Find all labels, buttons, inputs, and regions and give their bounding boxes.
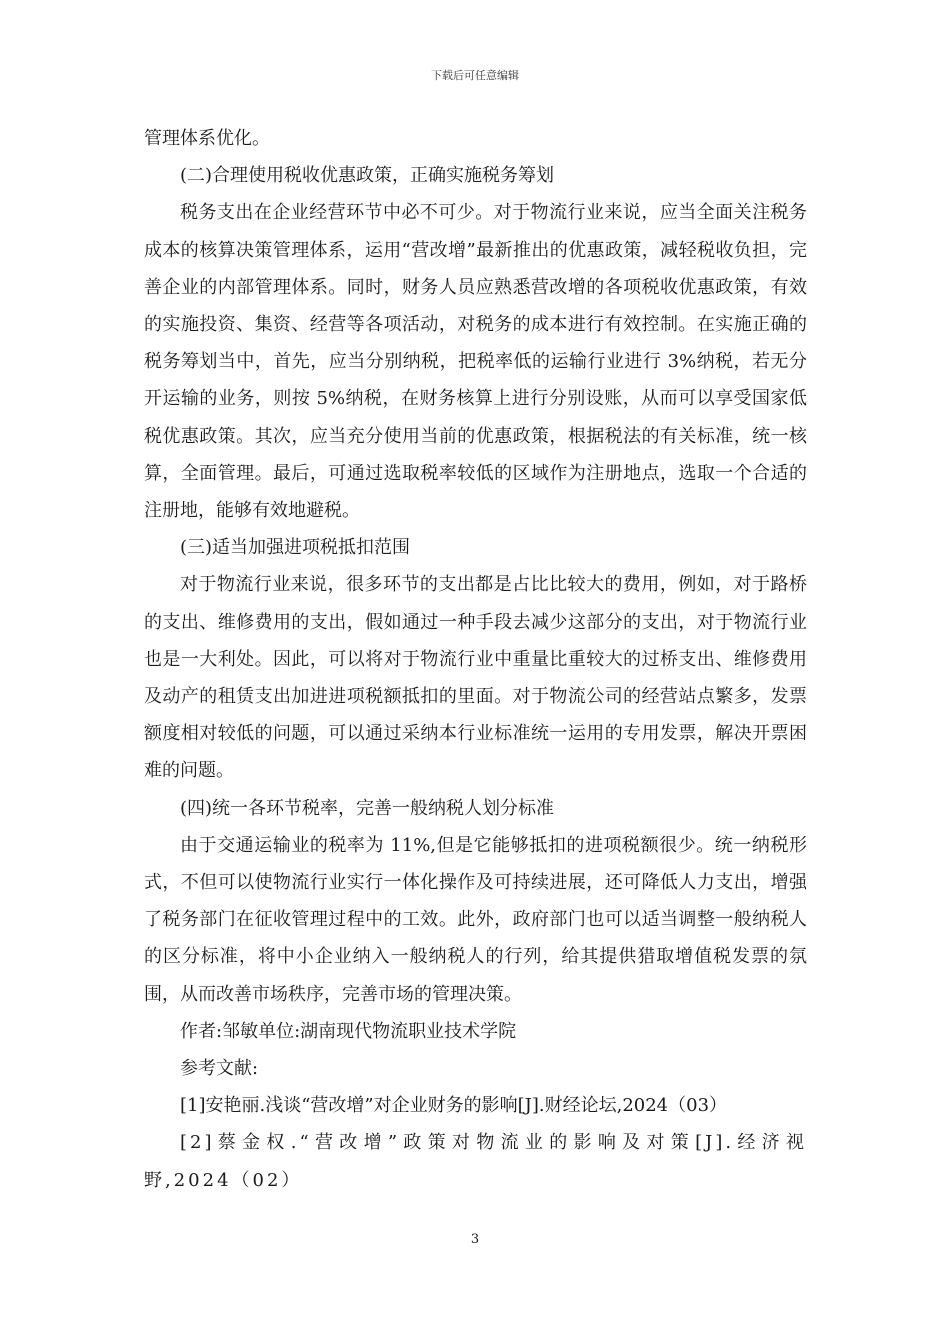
section-heading-3: (三)适当加强进项税抵扣范围 <box>180 537 411 559</box>
paragraph-tax-rate: 由于交通运输业的税率为 11%,但是它能够抵扣的进项税额很少。统一纳税形式，不但可以使物流行业实行一体化操作及可持续进展，还可降低人力支出，增强了税务部门在征收管理过程中的工效。此外，政府部门也可以适当调整一般纳税人的区分标准，将中小企业纳入一般纳税人的行列，给其提供猎取增值税发票的氛围，从而改善市场秩序，完善市场的管理决策。 <box>144 834 807 1005</box>
author-line: 作者:邹敏单位:湖南现代物流职业技术学院 <box>180 1020 517 1042</box>
paragraph-input-tax: 对于物流行业来说，很多环节的支出都是占比比较大的费用，例如，对于路桥的支出、维修费用的支出，假如通过一种手段去减少这部分的支出，对于物流行业也是一大利处。因此，可以将对于物流行业中重量比重较大的过桥支出、维修费用及动产的租赁支出加进进项税额抵扣的里面。对于物流公司的经营站点繁多，发票额度相对较低的问题，可以通过采纳本行业标准统一运用的专用发票，解决开票困难的问题。 <box>144 574 807 782</box>
paragraph-tax-planning: 税务支出在企业经营环节中必不可少。对于物流行业来说，应当全面关注税务成本的核算决策管理体系，运用“营改增”最新推出的优惠政策，减轻税收负担，完善企业的内部管理体系。同时，财务人员应熟悉营改增的各项税收优惠政策，有效的实施投资、集资、经营等各项活动，对税务的成本进行有效控制。在实施正确的税务筹划当中，首先，应当分别纳税，把税率低的运输行业进行 3%纳税，若无分开运输的业务，则按 5%纳税，在财务核算上进行分别设账，从而可以享受国家低税优惠政策。其次，应当充分使用当前的优惠政策，根据税法的有关标准，统一核算，全面管理。最后，可通过选取税率较低的区域作为注册地点，选取一个合适的注册地，能够有效地避税。 <box>144 202 807 522</box>
page-header: 下载后可任意编辑 <box>431 69 519 82</box>
section-heading-2: (二)合理使用税收优惠政策，正确实施税务筹划 <box>180 165 555 187</box>
document-body <box>144 120 807 1199</box>
references-heading: 参考文献: <box>180 1058 259 1080</box>
reference-item-1: [1]安艳丽.浅谈“营改增”对企业财务的影响[J].财经论坛,2024（03） <box>180 1095 728 1117</box>
section-heading-4: (四)统一各环节税率，完善一般纳税人划分标准 <box>180 797 555 819</box>
paragraph-continuation: 管理体系优化。 <box>144 128 270 149</box>
reference-item-2: [2]蔡金权.“营改增”政策对物流业的影响及对策[J].经济视野,2024（02） <box>144 1132 807 1191</box>
page-number: 3 <box>470 1232 480 1247</box>
